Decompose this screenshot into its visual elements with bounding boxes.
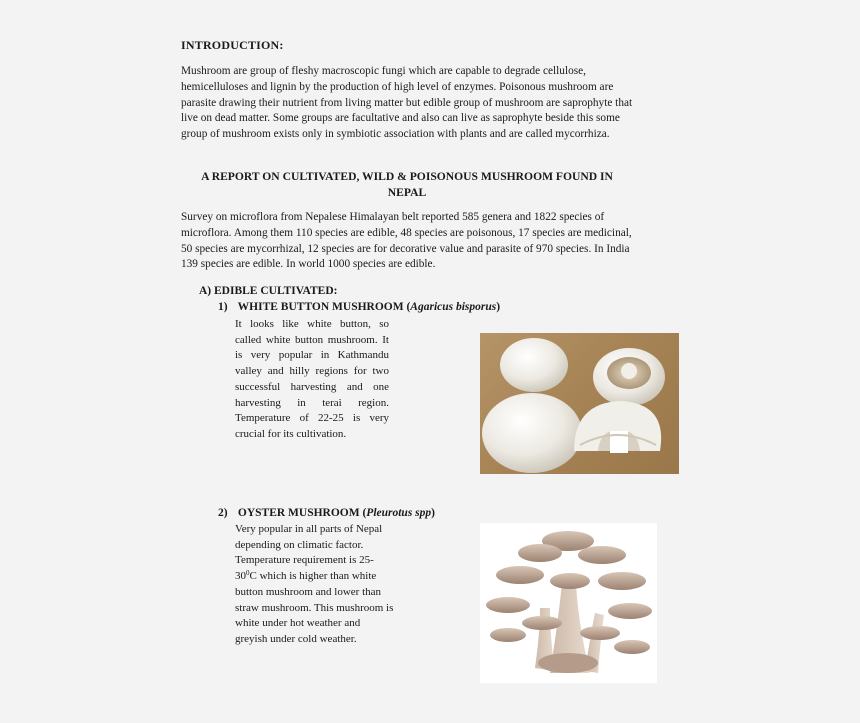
oyster-mushroom-title bbox=[218, 507, 435, 519]
item-title-close: ) bbox=[431, 507, 436, 519]
survey-paragraph: Survey on microflora from Nepalese Himalayan belt reported 585 genera and 1822 species of microflora. Among them 110 species are edible, 48 species are poisonous, 17 species are medicinal, 50 species are mycorrhizal, 12 species are for decorative value and parasite of 970 species. In India 139 species are edible. In world 1000 species are edible. bbox=[181, 211, 632, 271]
white-button-mushroom-photo bbox=[480, 333, 679, 474]
item-number: 2) bbox=[218, 507, 228, 519]
item-title-text: OYSTER MUSHROOM ( bbox=[237, 507, 367, 519]
oyster-mushroom-description bbox=[235, 522, 395, 648]
oyster-mushroom-illustration bbox=[480, 523, 657, 683]
white-button-mushroom-illustration bbox=[480, 333, 679, 474]
description-text-cont: C which is higher than white button mushroom and lower than straw mushroom. This mushroom is white under hot weather and greyish under cold weather. bbox=[235, 570, 394, 645]
white-button-mushroom-description: It looks like white button, so called white button mushroom. It is very popular in Kathmandu valley and hilly regions for two successful harvesting and one harvesting in terai region. Temperature of 22-25 is very crucial for its cultivation. bbox=[235, 318, 389, 440]
description-text: Very popular in all parts of Nepal depending on climatic factor. Temperature requirement is 25-30 bbox=[235, 523, 383, 583]
item-title-close: ) bbox=[496, 301, 501, 313]
report-title: A REPORT ON CULTIVATED, WILD & POISONOUS MUSHROOM FOUND IN NEPAL bbox=[201, 170, 613, 199]
introduction-heading: INTRODUCTION: bbox=[181, 38, 284, 52]
scientific-name: Agaricus bisporus bbox=[410, 301, 497, 313]
item-title-text: WHITE BUTTON MUSHROOM ( bbox=[237, 301, 411, 313]
introduction-paragraph: Mushroom are group of fleshy macroscopic fungi which are capable to degrade cellulose, hemicelluloses and lignin by the production of high level of enzymes. Poisonous mushroom are parasite drawing their nutrient from living matter but edible group of mushroom are saprophyte that live on dead matter. Some groups are facultative and also can live as saprophyte beside this some group of mushroom exists only in symbiotic association with plants and are called mycorrhiza. bbox=[181, 65, 633, 141]
oyster-mushroom-photo bbox=[480, 523, 657, 683]
white-button-mushroom-title bbox=[218, 301, 500, 313]
degree-superscript: 0 bbox=[246, 569, 250, 578]
item-number: 1) bbox=[218, 301, 228, 313]
section-edible-cultivated-heading: A) EDIBLE CULTIVATED: bbox=[199, 285, 338, 297]
scientific-name: Pleurotus spp bbox=[366, 507, 432, 519]
